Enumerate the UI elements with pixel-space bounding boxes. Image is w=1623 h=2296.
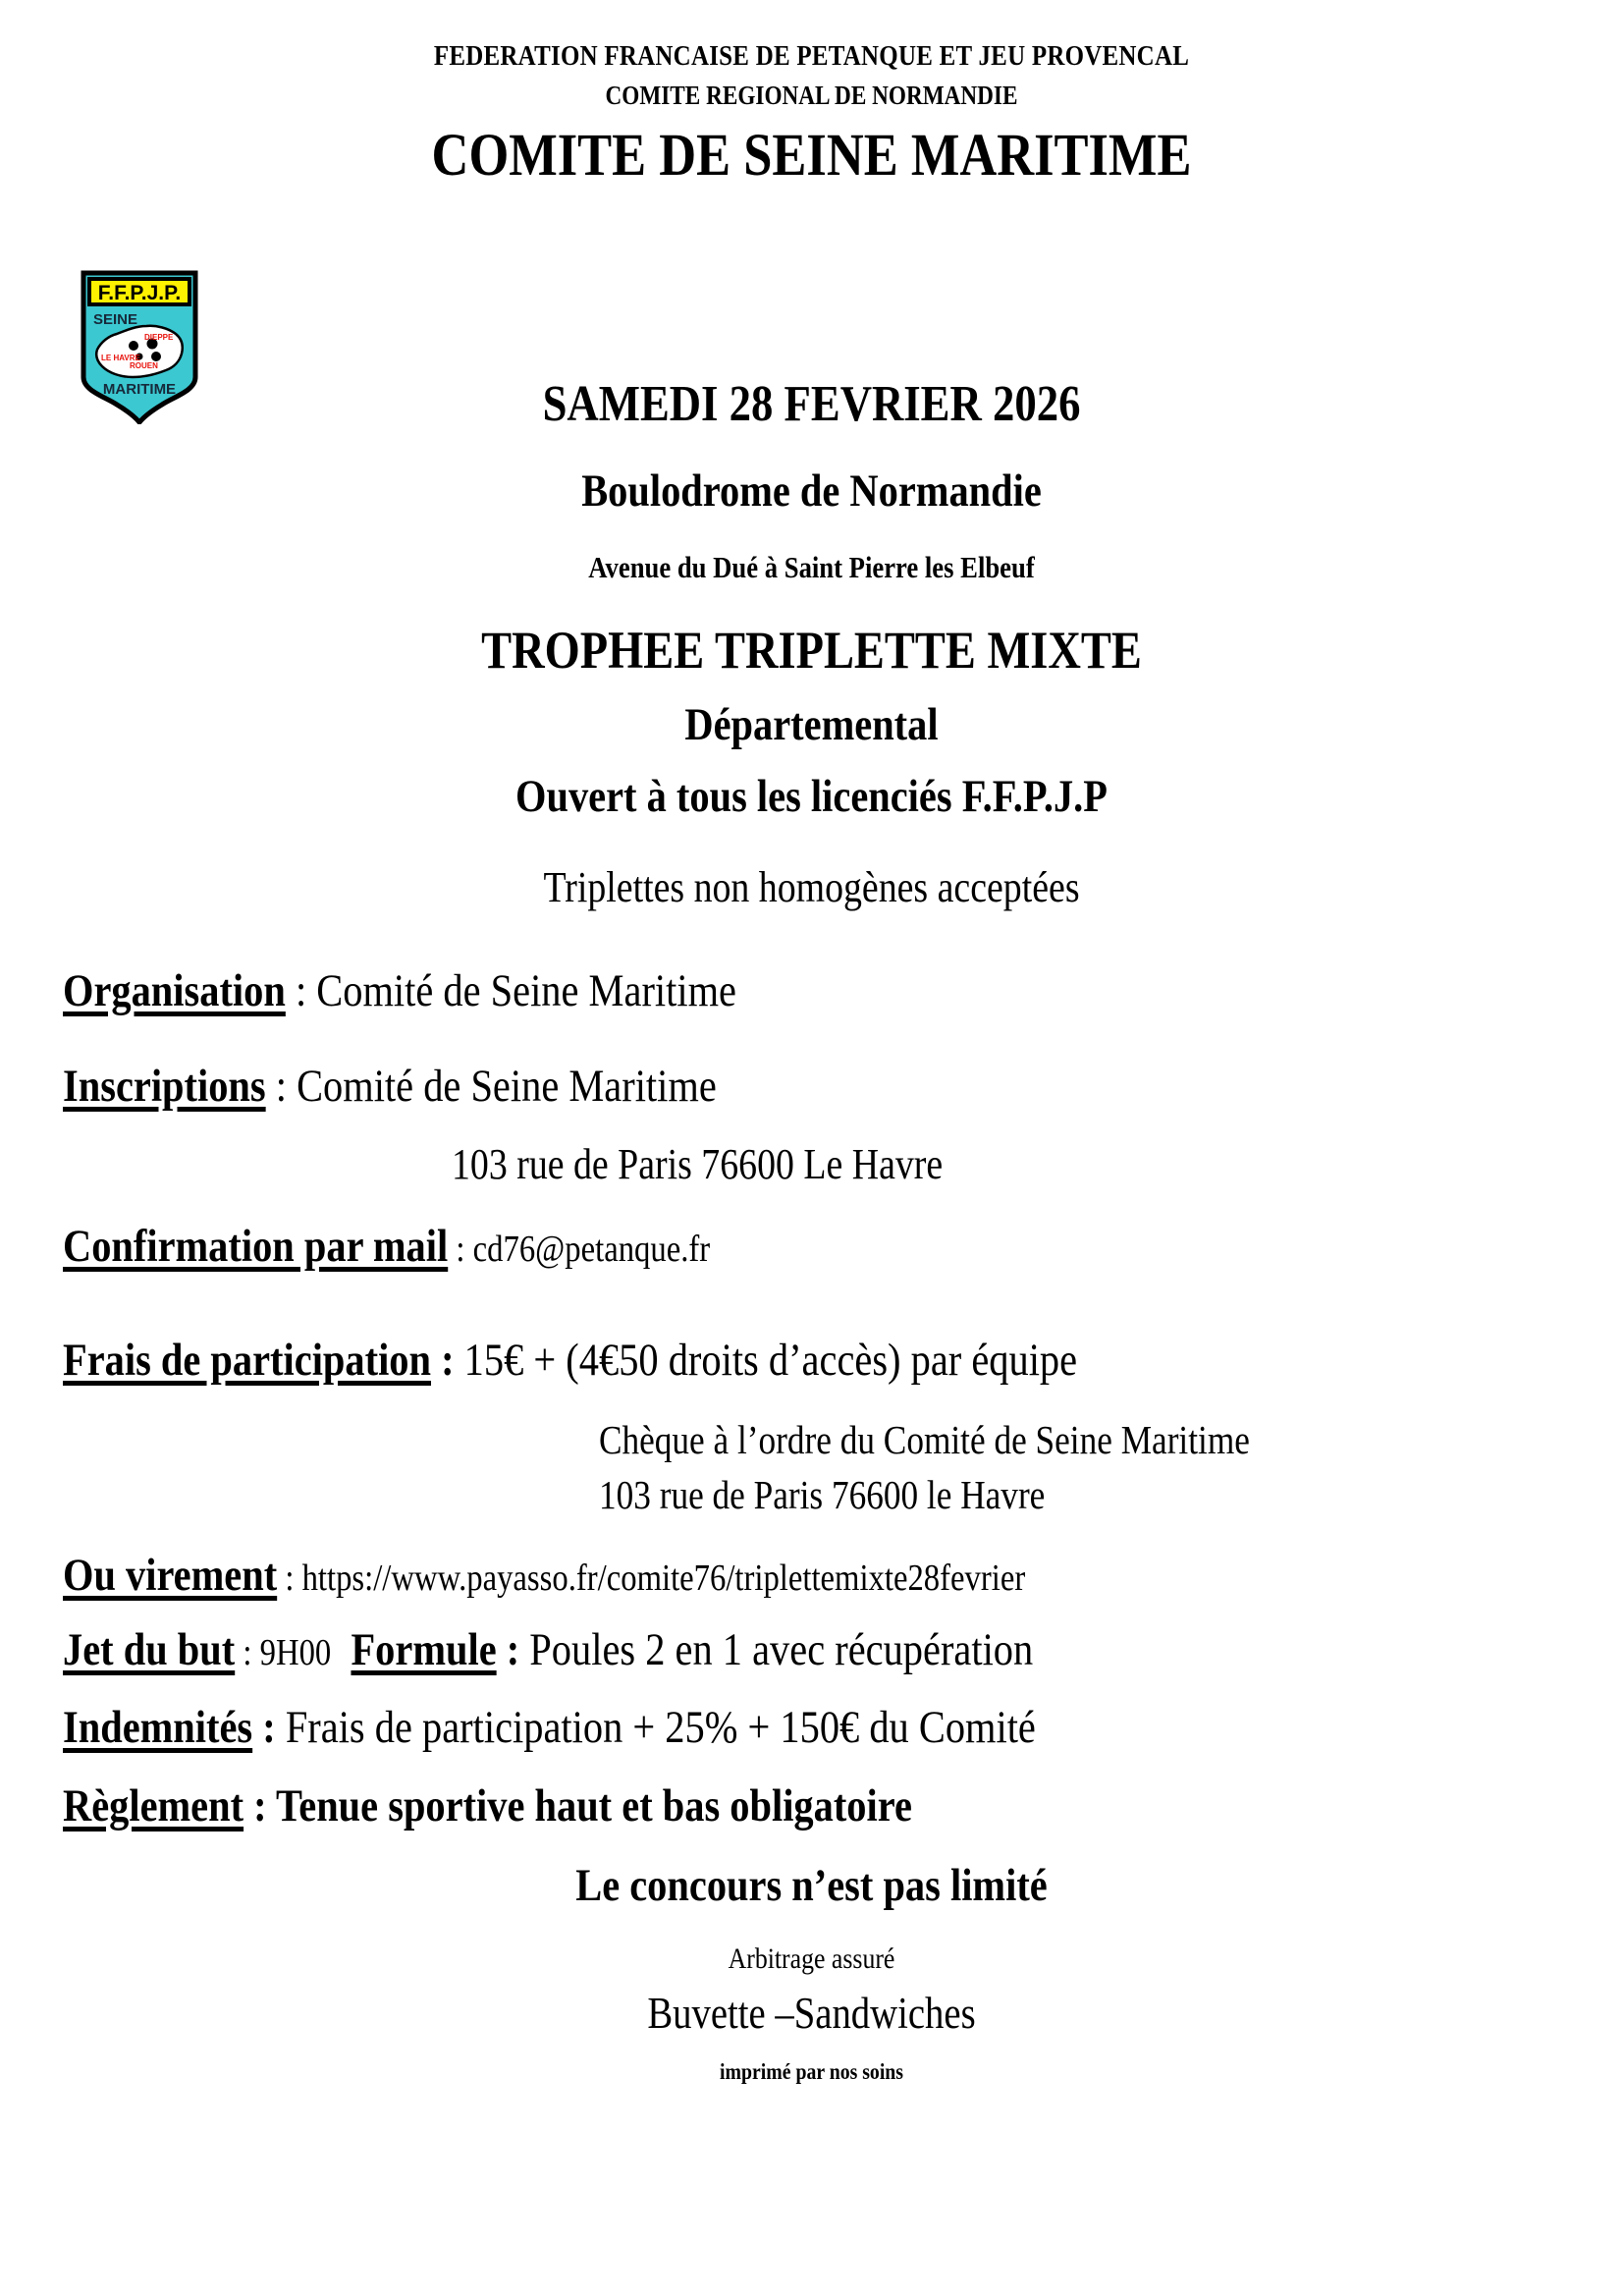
- frais-value: 15€ + (4€50 droits d’accès) par équipe: [463, 1335, 1078, 1386]
- event-address: [0, 550, 1623, 585]
- event-venue-text: Boulodrome de Normandie: [581, 465, 1042, 517]
- footer-buvette: [0, 1988, 1623, 2039]
- inscriptions-label: Inscriptions: [63, 1061, 266, 1112]
- detail-row-jet-formule: [63, 1623, 1623, 1676]
- detail-row-inscriptions: [63, 1060, 1623, 1113]
- confirmation-email[interactable]: cd76@petanque.fr: [472, 1229, 711, 1270]
- virement-label: Ou virement: [63, 1550, 278, 1601]
- frais-separator: :: [431, 1335, 464, 1386]
- event-date-text: SAMEDI 28 FEVRIER 2026: [542, 376, 1081, 432]
- event-level: [0, 698, 1623, 751]
- footer-imprime: [0, 2059, 1623, 2085]
- logo-city-rouen: ROUEN: [130, 361, 158, 370]
- formule-separator: :: [496, 1624, 530, 1675]
- logo-city-le-havre: LE HAVRE: [101, 354, 140, 362]
- logo-top-label: SEINE: [93, 311, 138, 328]
- event-trophy-title-text: TROPHEE TRIPLETTE MIXTE: [481, 621, 1142, 680]
- cheque-line1-text: Chèque à l’ordre du Comité de Seine Maritime: [599, 1417, 1250, 1462]
- detail-row-cheque-line2: [599, 1471, 1623, 1518]
- footer-arbitrage-text: Arbitrage assuré: [728, 1942, 895, 1975]
- reglement-line2-text: Le concours n’est pas limité: [575, 1860, 1048, 1911]
- jet-du-but-value: 9H00: [259, 1632, 332, 1673]
- reglement-separator: :: [243, 1780, 277, 1831]
- detail-row-frais: [63, 1334, 1623, 1387]
- jet-du-but-label: Jet du but: [63, 1624, 236, 1675]
- footer-imprime-text: imprimé par nos soins: [719, 2059, 904, 2084]
- detail-row-confirmation: [63, 1220, 1623, 1273]
- page-title: [0, 122, 1623, 191]
- confirmation-separator: :: [448, 1229, 473, 1270]
- jet-du-but-separator: :: [235, 1632, 260, 1673]
- indemnites-label: Indemnités: [63, 1702, 253, 1753]
- indemnites-value: Frais de participation + 25% + 150€ du Comité: [285, 1702, 1036, 1753]
- detail-row-organisation: [63, 964, 1623, 1017]
- inscriptions-address-text: 103 rue de Paris 76600 Le Havre: [452, 1140, 944, 1188]
- frais-label: Frais de participation: [63, 1335, 432, 1386]
- event-venue: [0, 465, 1623, 518]
- detail-row-inscriptions-address: [452, 1139, 1623, 1189]
- formule-value: Poules 2 en 1 avec récupération: [529, 1624, 1034, 1675]
- event-level-text: Départemental: [684, 699, 939, 750]
- federation-title: [0, 40, 1623, 73]
- reglement-label: Règlement: [63, 1780, 244, 1831]
- organisation-value: Comité de Seine Maritime: [316, 965, 736, 1016]
- virement-separator: :: [277, 1558, 302, 1599]
- detail-row-reglement-line2: [0, 1859, 1623, 1912]
- event-address-text: Avenue du Dué à Saint Pierre les Elbeuf: [588, 550, 1035, 584]
- formule-label: Formule: [351, 1624, 497, 1675]
- event-trophy-title: [0, 620, 1623, 681]
- indemnites-separator: :: [252, 1702, 286, 1753]
- event-eligibility-text: Ouvert à tous les licenciés F.F.P.J.P: [515, 771, 1108, 822]
- reglement-value: Tenue sportive haut et bas obligatoire: [276, 1780, 912, 1831]
- event-note-text: Triplettes non homogènes acceptées: [543, 863, 1080, 911]
- detail-row-virement: [63, 1549, 1623, 1602]
- logo-city-dieppe: DIEPPE: [144, 333, 174, 342]
- logo-banner-text: F.F.P.J.P.: [97, 282, 182, 304]
- event-eligibility: [0, 770, 1623, 823]
- page-title-text: COMITE DE SEINE MARITIME: [431, 123, 1192, 189]
- event-date: [0, 375, 1623, 433]
- inscriptions-value: Comité de Seine Maritime: [297, 1061, 717, 1112]
- detail-row-reglement: [63, 1779, 1623, 1832]
- footer-arbitrage: [0, 1942, 1623, 1976]
- confirmation-label: Confirmation par mail: [63, 1221, 449, 1272]
- organisation-separator: :: [285, 965, 317, 1016]
- region-title-text: COMITE REGIONAL DE NORMANDIE: [605, 81, 1018, 110]
- region-title: [0, 81, 1623, 111]
- detail-row-cheque-line1: [599, 1416, 1623, 1463]
- inscriptions-separator: :: [265, 1061, 298, 1112]
- cheque-line2-text: 103 rue de Paris 76600 le Havre: [599, 1472, 1046, 1517]
- federation-title-text: FEDERATION FRANCAISE DE PETANQUE ET JEU PROVENCAL: [433, 40, 1190, 72]
- logo-bottom-label: MARITIME: [102, 381, 177, 398]
- organisation-label: Organisation: [63, 965, 286, 1016]
- detail-row-indemnites: [63, 1701, 1623, 1754]
- virement-url[interactable]: https://www.payasso.fr/comite76/triplettemixte28fevrier: [301, 1558, 1026, 1599]
- footer-buvette-text: Buvette –Sandwiches: [647, 1989, 976, 2038]
- event-note: [0, 862, 1623, 912]
